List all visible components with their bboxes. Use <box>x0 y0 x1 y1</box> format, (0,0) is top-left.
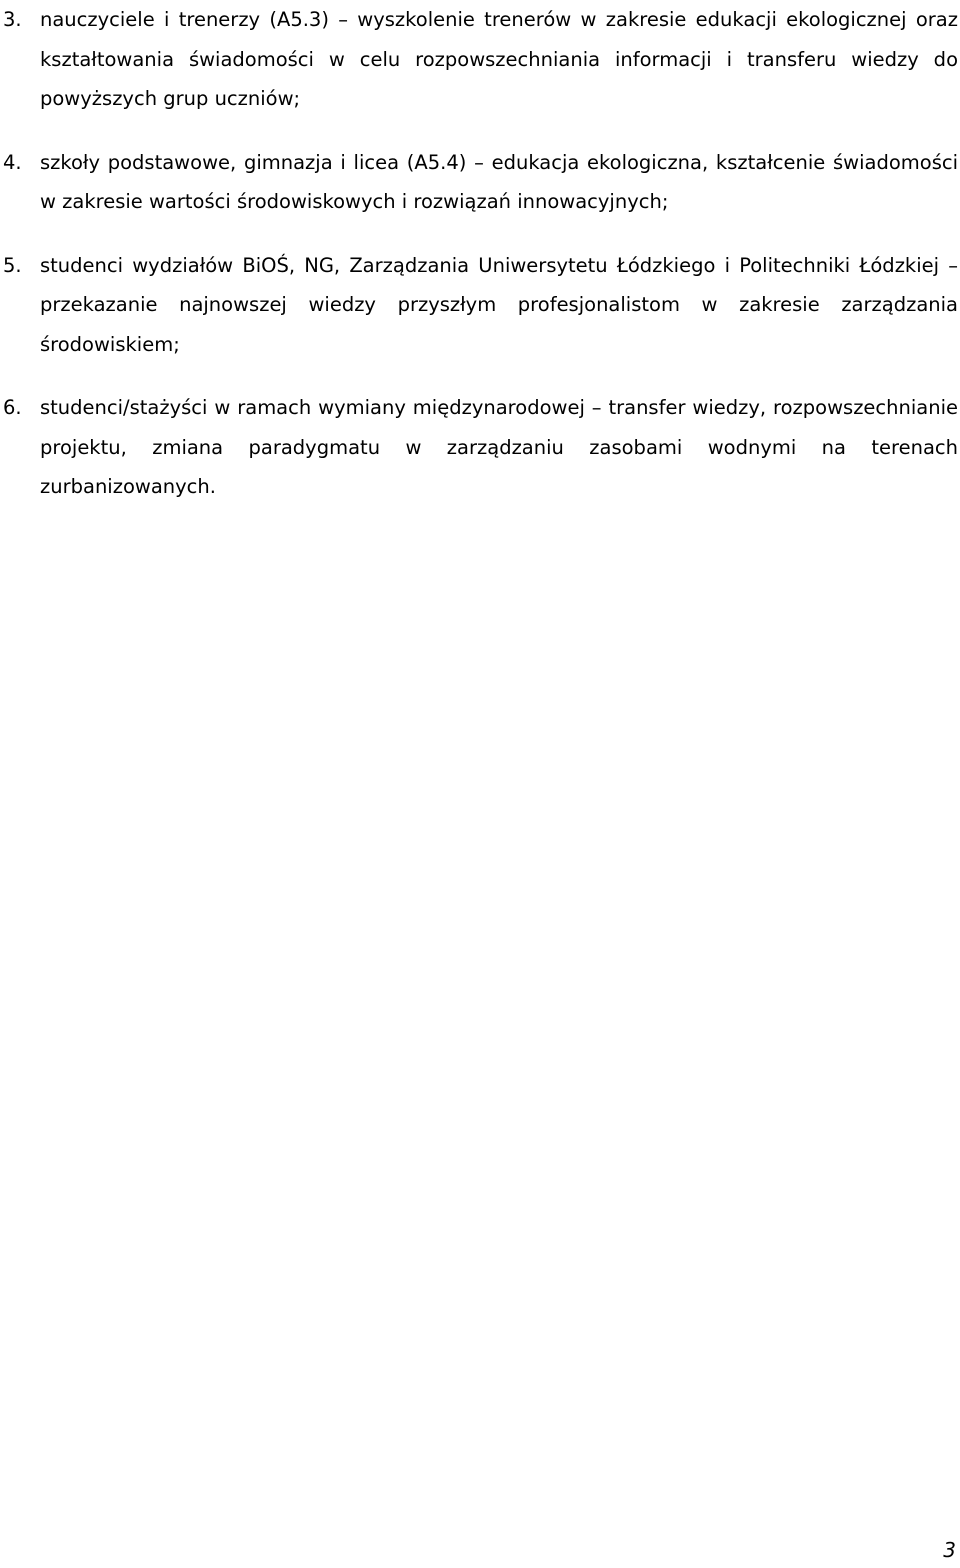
list-item-text: szkoły podstawowe, gimnazja i licea (A5.4) – edukacja ekologiczna, kształcenie świadomości w zakresie wartości środowiskowych i rozwiązań innowacyjnych; <box>40 150 958 213</box>
list-item <box>0 143 958 222</box>
list-item-number: 3. <box>3 8 22 31</box>
list-item-text: nauczyciele i trenerzy (A5.3) – wyszkolenie trenerów w zakresie edukacji ekologicznej oraz kształtowania świadomości w celu rozpowszechniania informacji i transferu wiedzy do powyższych grup uczniów; <box>40 8 958 110</box>
numbered-list <box>0 0 958 507</box>
list-item-number: 4. <box>3 150 22 174</box>
list-item-number: 5. <box>3 253 22 277</box>
list-item-text: studenci/stażyści w ramach wymiany międzynarodowej – transfer wiedzy, rozpowszechnianie projektu, zmiana paradygmatu w zarządzaniu zasobami wodnymi na terenach zurbanizowanych. <box>40 396 958 498</box>
list-item <box>0 388 958 507</box>
list-item <box>0 246 958 365</box>
list-item <box>0 0 958 119</box>
page-number: 3 <box>943 1538 956 1562</box>
list-item-number: 6. <box>3 396 22 419</box>
list-item-text: studenci wydziałów BiOŚ, NG, Zarządzania Uniwersytetu Łódzkiego i Politechniki Łódzkiej – przekazanie najnowszej wiedzy przyszłym profesjonalistom w zakresie zarządzania środowiskiem; <box>40 253 958 356</box>
